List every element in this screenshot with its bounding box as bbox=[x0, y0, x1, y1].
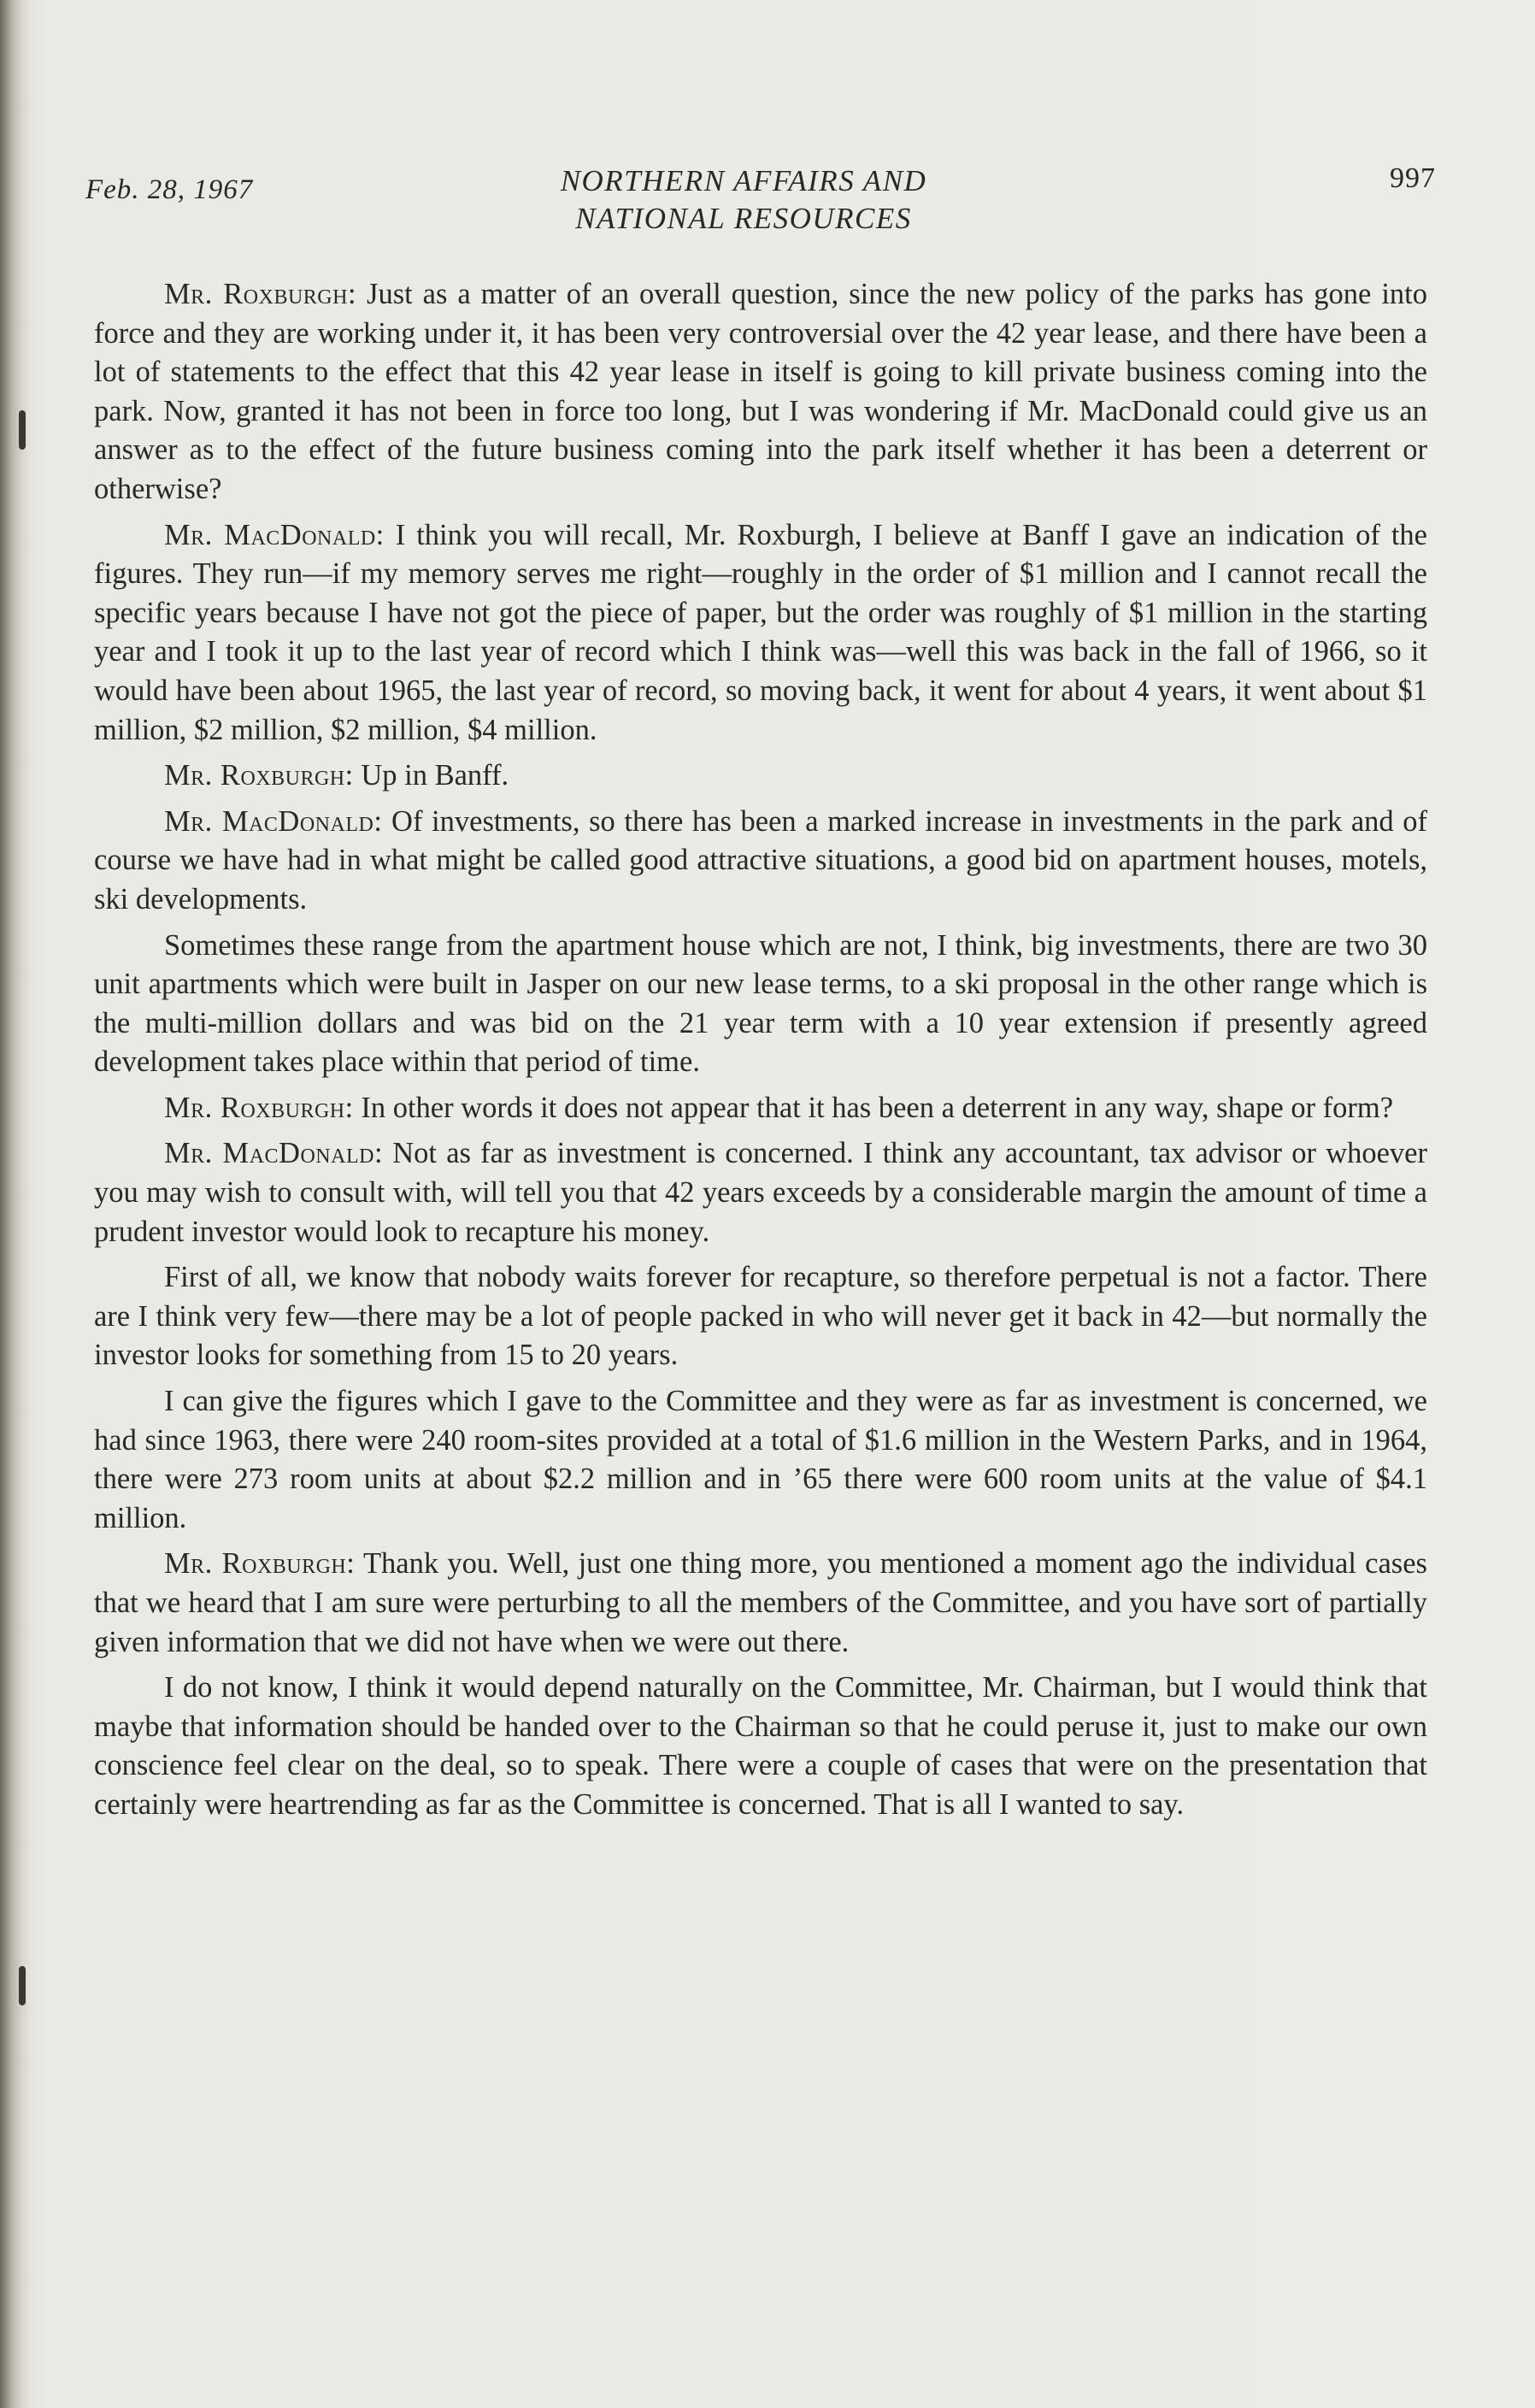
binding-mark bbox=[19, 1966, 26, 2005]
paragraph bbox=[94, 1382, 1427, 1538]
page-header bbox=[85, 162, 1436, 248]
paragraph bbox=[94, 803, 1427, 920]
speaker-name: Mr. Roxburgh: bbox=[164, 759, 354, 792]
paragraph-text: Not as far as investment is concerned. I think any accountant, tax advisor or whoever you may wish to consult with, will tell you that 42 years exceeds by a considerable margin the amount of time a prudent investor would look to recapture his money. bbox=[94, 1137, 1427, 1248]
book-spine-shadow bbox=[0, 0, 31, 2408]
paragraph-text: Just as a matter of an overall question, since the new policy of the parks has gone into force and they are working under it, it has been very controversial over the 42 year lease, and there have been a lot of statements to the effect that this 42 year lease in itself is going to kill private business coming into the park. Now, granted it has not been in force too long, but I was wondering if Mr. MacDonald could give us an answer as to the effect of the future business coming into the park itself whether it has been a deterrent or otherwise? bbox=[94, 278, 1427, 505]
speaker-name: Mr. MacDonald: bbox=[164, 804, 383, 838]
header-title bbox=[521, 162, 966, 238]
speaker-name: Mr. Roxburgh: bbox=[164, 1091, 354, 1124]
paragraph-text: I think you will recall, Mr. Roxburgh, I believe at Banff I gave an indication of the figures. They run—if my memory serves me right—roughly in the order of $1 million and I cannot recall the specific years because I have not got the piece of paper, but the order was roughly of $1 million in the starting year and I took it up to the last year of record which I think was—well this was back in the fall of 1966, so it would have been about 1965, the last year of record, so moving back, it went for about 4 years, it went about $1 million, $2 million, $2 million, $4 million. bbox=[94, 518, 1427, 746]
header-title-line-1: NORTHERN AFFAIRS AND bbox=[560, 164, 927, 197]
paragraph-text: In other words it does not appear that it has been a deterrent in any way, shape or form? bbox=[361, 1091, 1394, 1124]
paragraph bbox=[94, 1258, 1427, 1375]
page-number: 997 bbox=[1390, 162, 1436, 194]
paragraph bbox=[94, 1669, 1427, 1824]
paragraph-text: Sometimes these range from the apartment house which are not, I think, big investments, there are two 30 unit apartments which were built in Jasper on our new lease terms, to a ski proposal in the other range which is the multi-million dollars and was bid on the 21 year term with a 10 year extension if presently agreed development takes place within that period of time. bbox=[94, 928, 1427, 1079]
paragraph bbox=[94, 757, 1427, 796]
speaker-name: Mr. Roxburgh: bbox=[164, 278, 357, 310]
paragraph bbox=[94, 1545, 1427, 1662]
paragraph-text: First of all, we know that nobody waits forever for recapture, so therefore perpetual is not a factor. There are I think very few—there may be a lot of people packed in who will never get it back in 42—but normally the investor looks for something from 15 to 20 years. bbox=[94, 1261, 1427, 1372]
paragraph bbox=[94, 516, 1427, 751]
binding-mark bbox=[19, 410, 26, 450]
paragraph-text: I do not know, I think it would depend naturally on the Committee, Mr. Chairman, but I would think that maybe that information should be handed over to the Chairman so that he could peruse it, just to make our own conscience feel clear on the deal, so to speak. There were a couple of cases that were on the presentation that certainly were heartrending as far as the Committee is concerned. That is all I wanted to say. bbox=[94, 1671, 1427, 1821]
paragraph-text: I can give the figures which I gave to the Committee and they were as far as investment is concerned, we had since 1963, there were 240 room-sites provided at a total of $1.6 million in the Western Parks, and in 1964, there were 273 room units at about $2.2 million and in ’65 there were 600 room units at the value of $4.1 million. bbox=[94, 1385, 1427, 1534]
paragraph bbox=[94, 275, 1427, 509]
speaker-name: Mr. MacDonald: bbox=[164, 518, 385, 551]
paragraph bbox=[94, 1089, 1427, 1128]
paragraph-text: Of investments, so there has been a marked increase in investments in the park and of course we have had in what might be called good attractive situations, a good bid on apartment houses, motels, ski developments. bbox=[94, 804, 1427, 916]
header-title-line-2: NATIONAL RESOURCES bbox=[575, 202, 912, 235]
paragraph-text: Thank you. Well, just one thing more, you mentioned a moment ago the individual cases that we heard that I am sure were perturbing to all the members of the Committee, and you have sort of partially given information that we did not have when we were out there. bbox=[94, 1547, 1427, 1658]
transcript-body bbox=[94, 275, 1427, 1832]
paragraph bbox=[94, 1134, 1427, 1251]
header-date: Feb. 28, 1967 bbox=[85, 174, 254, 205]
paragraph bbox=[94, 927, 1427, 1082]
speaker-name: Mr. MacDonald: bbox=[164, 1137, 384, 1170]
speaker-name: Mr. Roxburgh: bbox=[164, 1547, 356, 1581]
paragraph-text: Up in Banff. bbox=[361, 759, 509, 792]
